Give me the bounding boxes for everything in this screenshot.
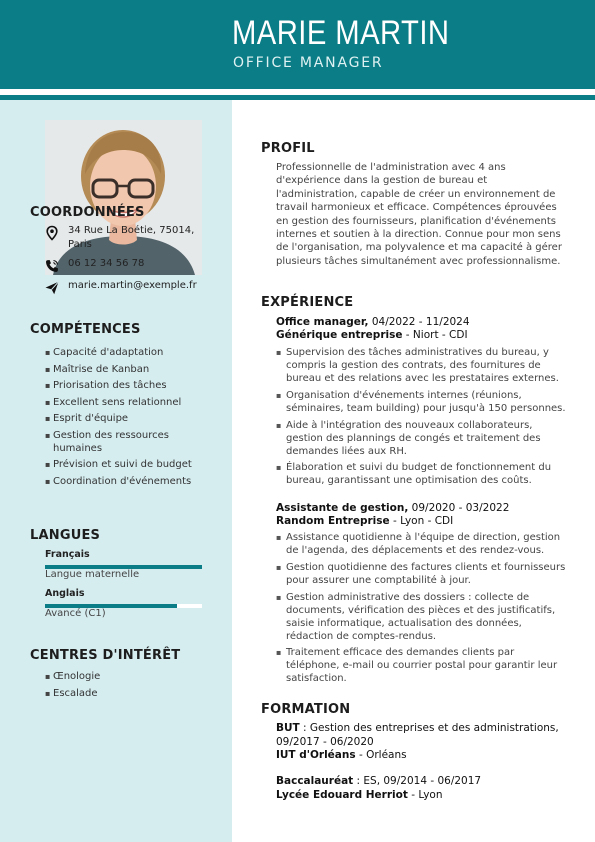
- education-heading: FORMATION: [261, 702, 351, 717]
- education-1-dates: 09/2017 - 06/2020: [276, 735, 374, 748]
- interest-item: ▪ Escalade: [45, 687, 215, 700]
- skill-item: ▪ Capacité d'adaptation: [45, 346, 215, 359]
- email-text[interactable]: marie.martin@exemple.fr: [68, 280, 197, 291]
- education-1-city: - Orléans: [355, 749, 407, 761]
- education-1-degree: BUT: [276, 722, 300, 734]
- languages-heading: LANGUES: [30, 528, 101, 543]
- job-1-bullet: ▪ Supervision des tâches administratives du bureau, y compris la gestion des contrats, des fournitures de bureau et des relations avec les prestataires externes.: [276, 346, 568, 385]
- job-2-title-line: [276, 502, 509, 515]
- education-item-1: [276, 722, 568, 763]
- skill-item: ▪ Esprit d'équipe: [45, 412, 215, 425]
- language-level-french: Langue maternelle: [45, 569, 140, 580]
- job-1-bullets: [276, 346, 568, 491]
- job-1-title-line: [276, 316, 470, 329]
- skill-item: ▪ Gestion des ressources humaines: [45, 429, 173, 455]
- skills-list: [45, 346, 215, 491]
- profile-summary: Professionnelle de l'administration avec 4 ans d'expérience dans la gestion de bureau et l'administration, capable de créer un environnement de travail harmonieux et efficace. Compétences éprouvées en gestion des fournisseurs, planification d'événements internes et soutien à la direction. Connue pour mon sens de l'organisation, ma polyvalence et ma capacité à gérer plusieurs tâches simultanément avec professionnalisme.: [276, 162, 562, 267]
- job-2-dates: 09/2020 - 03/2022: [408, 502, 510, 514]
- job-1-bullet: ▪ Élaboration et suivi du budget de fonctionnement du bureau, garantissant une optimisation des coûts.: [276, 461, 568, 487]
- job-2-bullet: ▪ Gestion administrative des dossiers : collecte de documents, vérification des pièces et des justificatifs, saisie informatique, actualisation des données, rédaction de comptes-rendus.: [276, 591, 568, 643]
- education-2-city: - Lyon: [407, 788, 443, 801]
- job-1-company-line: [276, 329, 468, 342]
- experience-heading: EXPÉRIENCE: [261, 295, 354, 310]
- education-item-2: [276, 775, 568, 802]
- education-1-field: : Gestion des entreprises et des administrations,: [299, 722, 559, 734]
- send-icon: [44, 280, 60, 296]
- skill-item: ▪ Excellent sens relationnel: [45, 396, 215, 409]
- address-text: 34 Rue La Boétie, 75014, Paris: [68, 225, 195, 250]
- candidate-name: MARIE MARTIN: [232, 14, 450, 52]
- job-2-company-line: [276, 515, 453, 528]
- skill-item: ▪ Prévision et suivi de budget: [45, 458, 215, 471]
- skill-item: ▪ Priorisation des tâches: [45, 379, 215, 392]
- interests-list: [45, 670, 215, 703]
- education-1-school: IUT d'Orléans: [276, 749, 356, 761]
- job-1-dates: 04/2022 - 11/2024: [368, 316, 470, 328]
- job-1-details: - Niort - CDI: [402, 329, 468, 341]
- phone-icon: [44, 258, 60, 274]
- job-2-bullet: ▪ Assistance quotidienne à l'équipe de direction, gestion de l'agenda, des déplacements et des rendez-vous.: [276, 531, 568, 557]
- job-1-bullet: ▪ Organisation d'événements internes (réunions, séminaires, team building) pour jusqu'à 150 personnes.: [276, 389, 568, 415]
- language-level-english: Avancé (C1): [45, 608, 106, 619]
- interests-heading: CENTRES D'INTÉRÊT: [30, 648, 181, 663]
- contact-heading: COORDONNÉES: [30, 205, 145, 220]
- job-1-company: Générique entreprise: [276, 329, 403, 341]
- skill-item: ▪ Maîtrise de Kanban: [45, 363, 215, 376]
- job-2-title: Assistante de gestion,: [276, 502, 409, 514]
- job-1-bullet: ▪ Aide à l'intégration des nouveaux collaborateurs, gestion des plannings de congés et traitement des demandes liées aux RH.: [276, 419, 568, 458]
- education-1-school-line: [276, 749, 568, 763]
- job-2-details: - Lyon - CDI: [389, 515, 454, 527]
- interest-item: ▪ Œnologie: [45, 670, 215, 683]
- language-name-french: Français: [45, 549, 90, 560]
- education-2-degree: Baccalauréat: [276, 775, 354, 787]
- language-name-english: Anglais: [45, 588, 85, 599]
- job-1-title: Office manager,: [276, 316, 369, 328]
- education-2-school: Lycée Edouard Herriot: [276, 788, 408, 801]
- job-2-bullets: [276, 531, 568, 689]
- candidate-job-title: OFFICE MANAGER: [233, 55, 384, 71]
- education-2-field: : ES, 09/2014 - 06/2017: [353, 775, 482, 787]
- skills-heading: COMPÉTENCES: [30, 322, 141, 337]
- profile-heading: PROFIL: [261, 141, 315, 156]
- phone-text: 06 12 34 56 78: [68, 258, 145, 269]
- education-1-degree-line: [276, 722, 568, 736]
- location-pin-icon: [44, 225, 60, 241]
- skill-item: ▪ Coordination d'événements: [45, 475, 215, 488]
- job-2-bullet: ▪ Gestion quotidienne des factures clients et fournisseurs pour assurer une comptabilité à jour.: [276, 561, 568, 587]
- education-2-school-line: [276, 789, 568, 803]
- education-2-degree-line: [276, 775, 568, 789]
- job-2-company: Random Entreprise: [276, 515, 390, 527]
- job-2-bullet: ▪ Traitement efficace des demandes clients par téléphone, e-mail ou courrier postal pour garantir leur satisfaction.: [276, 646, 568, 685]
